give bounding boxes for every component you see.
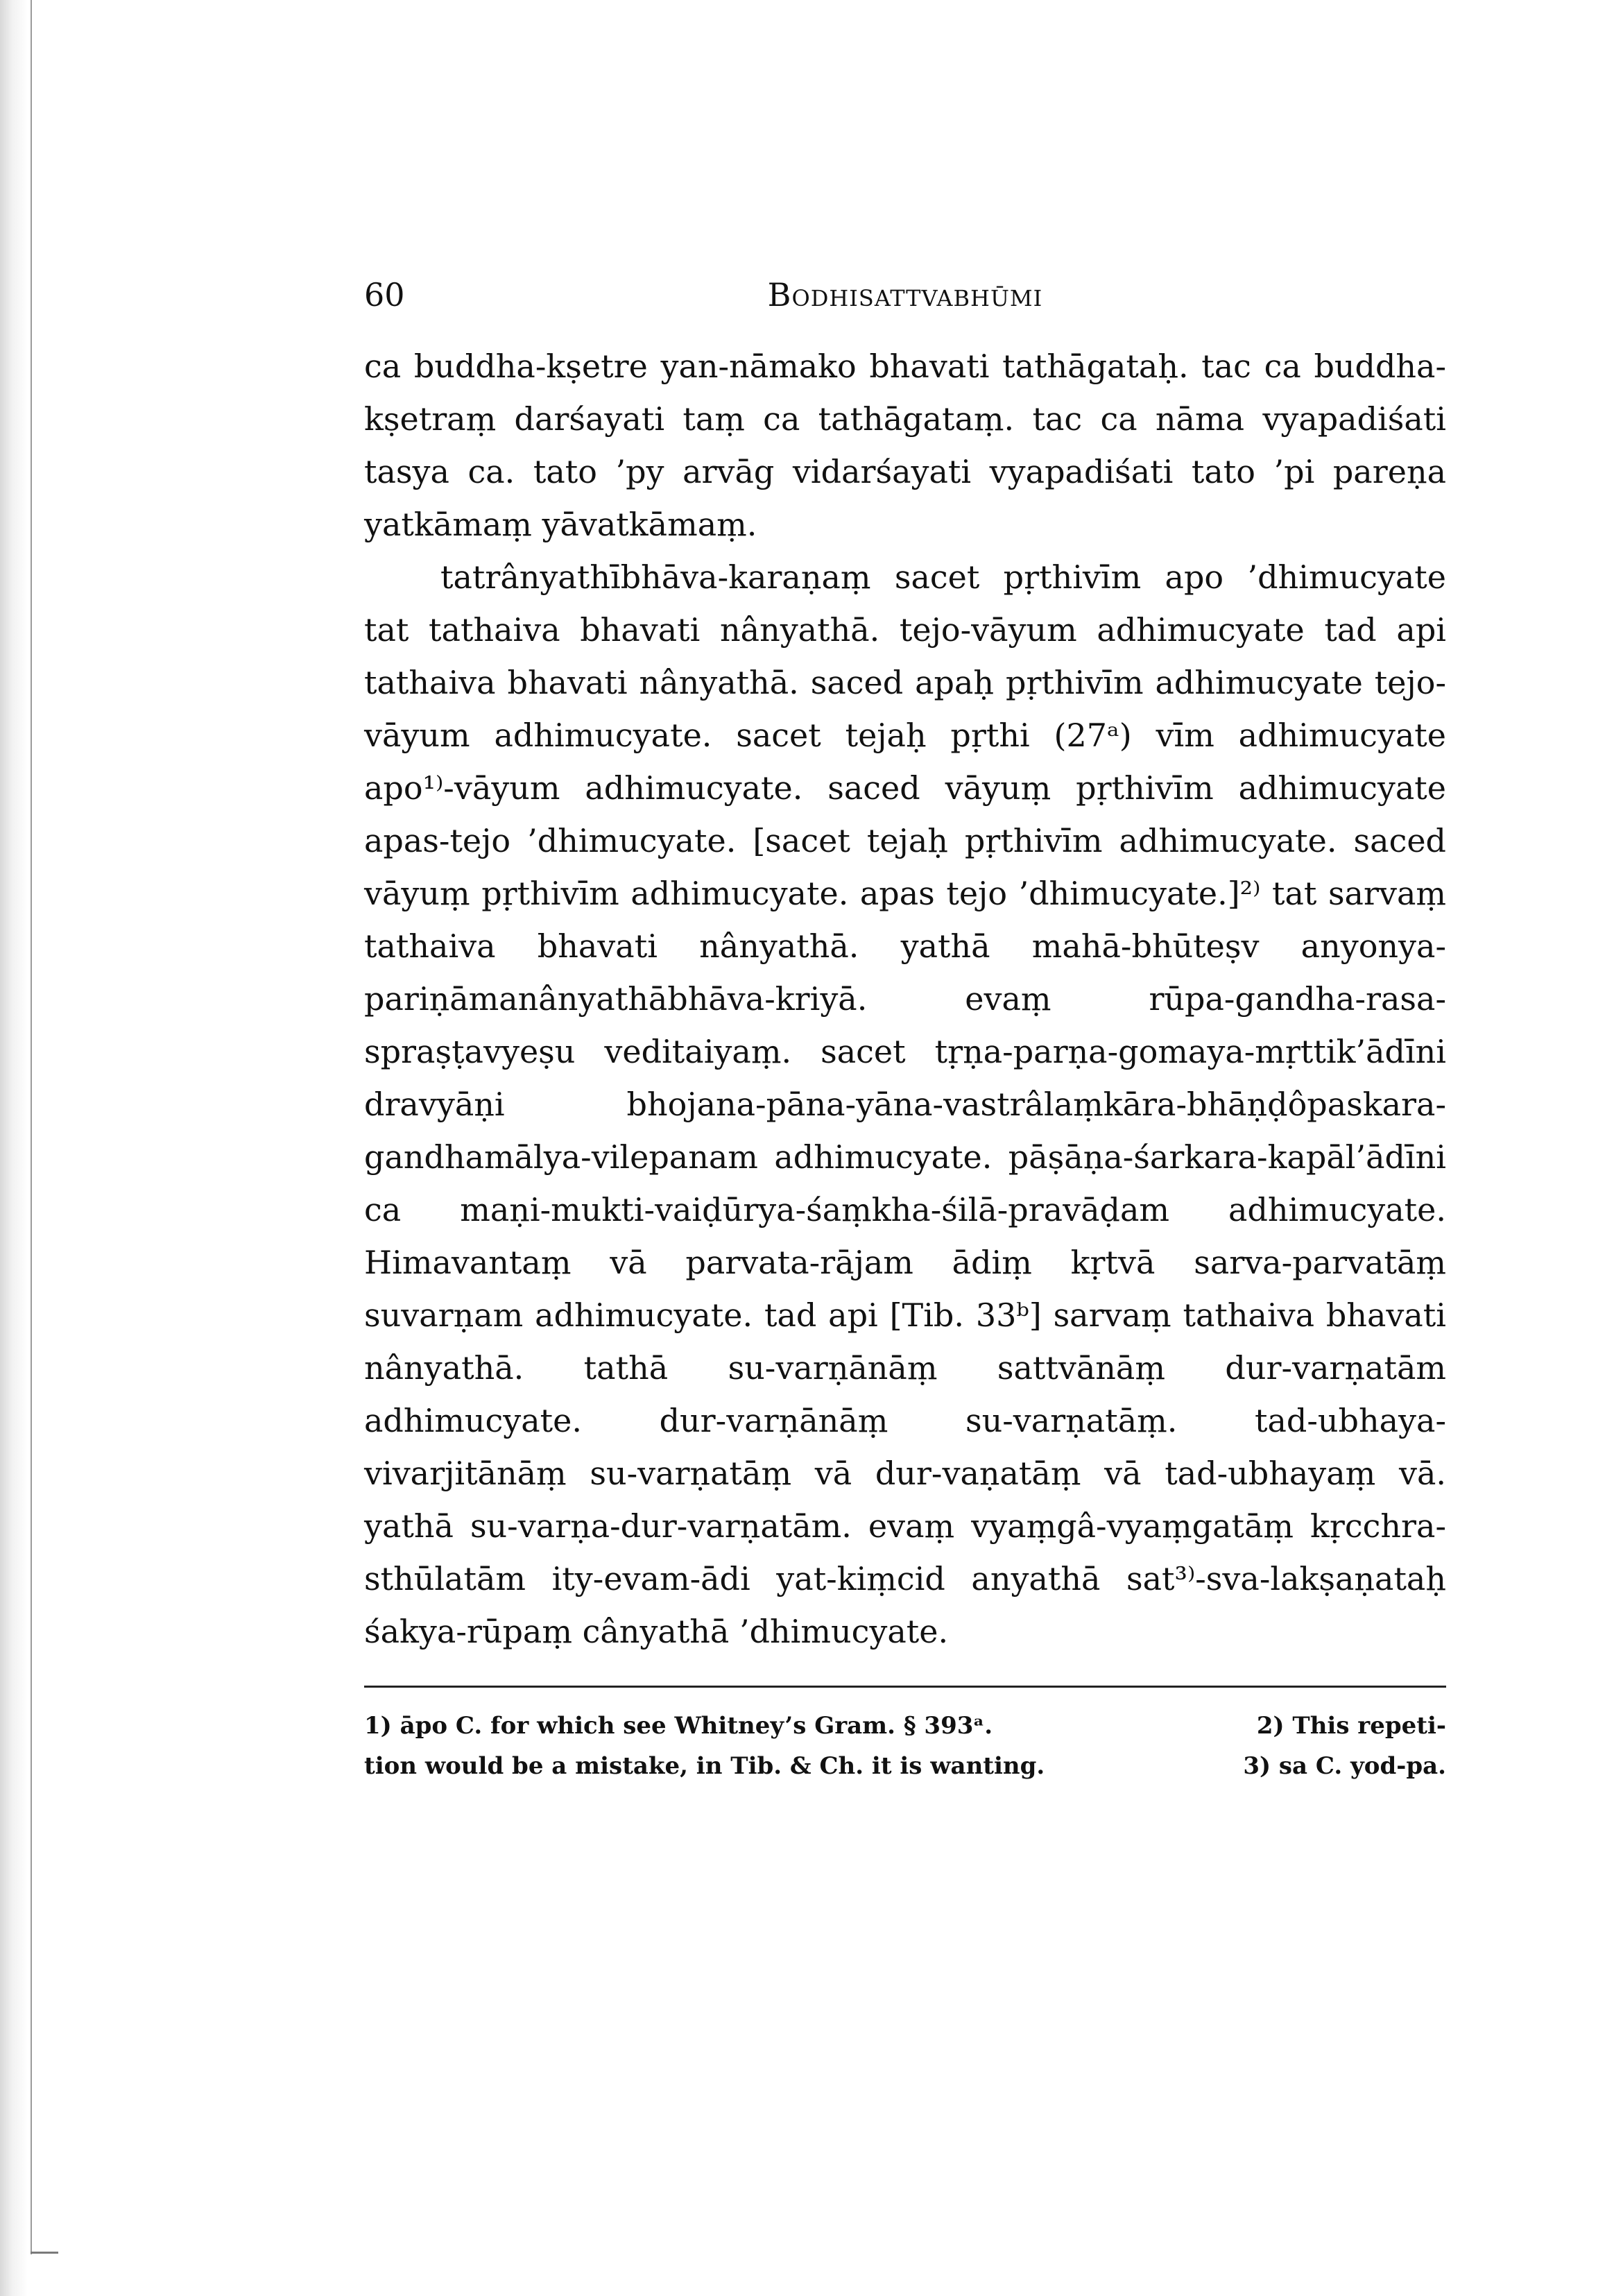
scan-binding-line bbox=[31, 0, 32, 2254]
footnote-line bbox=[364, 1706, 1446, 1746]
running-title: Bodhisattvabhūmi bbox=[767, 276, 1043, 314]
paragraph-2: tatrânyathībhāva-karaṇaṃ sacet pṛthivīm apo ’dhimucyate tat tathaiva bhavati nânyathā. tejo-vāyum adhimucyate tad api tathaiva bhavati nânyathā. saced apaḥ pṛthivīm adhimucyate tejo-vāyum adhimucyate. sacet tejaḥ pṛthi (27ᵃ) vīm adhimucyate apo¹⁾-vāyum adhimucyate. saced vāyuṃ pṛthivīm adhimucyate apas-tejo ’dhimucyate. [sacet tejaḥ pṛthivīm adhimucyate. saced vāyuṃ pṛthivīm adhimucyate. apas tejo ’dhimucyate.]²⁾ tat sarvaṃ tathaiva bhavati nânyathā. yathā mahā-bhūteṣv anyonya-pariṇāmanânyathābhāva-kriyā. evaṃ rūpa-gandha-rasa-spraṣṭavyeṣu veditaiyaṃ. sacet tṛṇa-parṇa-gomaya-mṛttik’ādīni dravyāṇi bhojana-pāna-yāna-vastrâlaṃkāra-bhāṇḍôpaskara-gandhamālya-vilepanam adhimucyate. pāṣāṇa-śarkara-kapāl’ādīni ca maṇi-mukti-vaiḍūrya-śaṃkha-śilā-pravāḍam adhimucyate. Himavantaṃ vā parvata-rājam ādiṃ kṛtvā sarva-parvatāṃ suvarṇam adhimucyate. tad api [Tib. 33ᵇ] sarvaṃ tathaiva bhavati nânyathā. tathā su-varṇānāṃ sattvānāṃ dur-varṇatām adhimucyate. dur-varṇānāṃ su-varṇatāṃ. tad-ubhaya-vivarjitānāṃ su-varṇatāṃ vā dur-vaṇatāṃ vā tad-ubhayaṃ vā. yathā su-varṇa-dur-varṇatām. evaṃ vyaṃgâ-vyaṃgatāṃ kṛcchra-sthūlatām ity-evam-ādi yat-kiṃcid anyathā sat³⁾-sva-lakṣaṇataḥ śakya-rūpaṃ cânyathā ’dhimucyate. bbox=[364, 558, 1446, 1650]
footnotes bbox=[364, 1706, 1446, 1786]
footnote-rule bbox=[364, 1686, 1446, 1688]
footnote-2-start: 2) This repeti- bbox=[1256, 1712, 1446, 1740]
page bbox=[364, 276, 1446, 1786]
running-head bbox=[364, 276, 1446, 318]
footnote-line bbox=[364, 1746, 1446, 1786]
footnote-1: 1) āpo C. for which see Whitney’s Gram. § 393ᵃ. bbox=[364, 1712, 993, 1740]
page-number: 60 bbox=[364, 276, 405, 314]
footnote-2-end: tion would be a mistake, in Tib. & Ch. it is wanting. bbox=[364, 1752, 1045, 1780]
body-text bbox=[364, 340, 1446, 1658]
paragraph-1: ca buddha-kṣetre yan-nāmako bhavati tathāgataḥ. tac ca buddha-kṣetraṃ darśayati taṃ ca tathāgataṃ. tac ca nāma vyapadiśati tasya ca. tato ’py arvāg vidarśayati vyapadiśati tato ’pi pareṇa yatkāmaṃ yāvatkāmaṃ. bbox=[364, 348, 1446, 543]
scan-binding-corner bbox=[31, 2252, 58, 2254]
scan-margin-shadow bbox=[0, 0, 49, 2296]
footnote-3: 3) sa C. yod-pa. bbox=[1243, 1752, 1446, 1780]
